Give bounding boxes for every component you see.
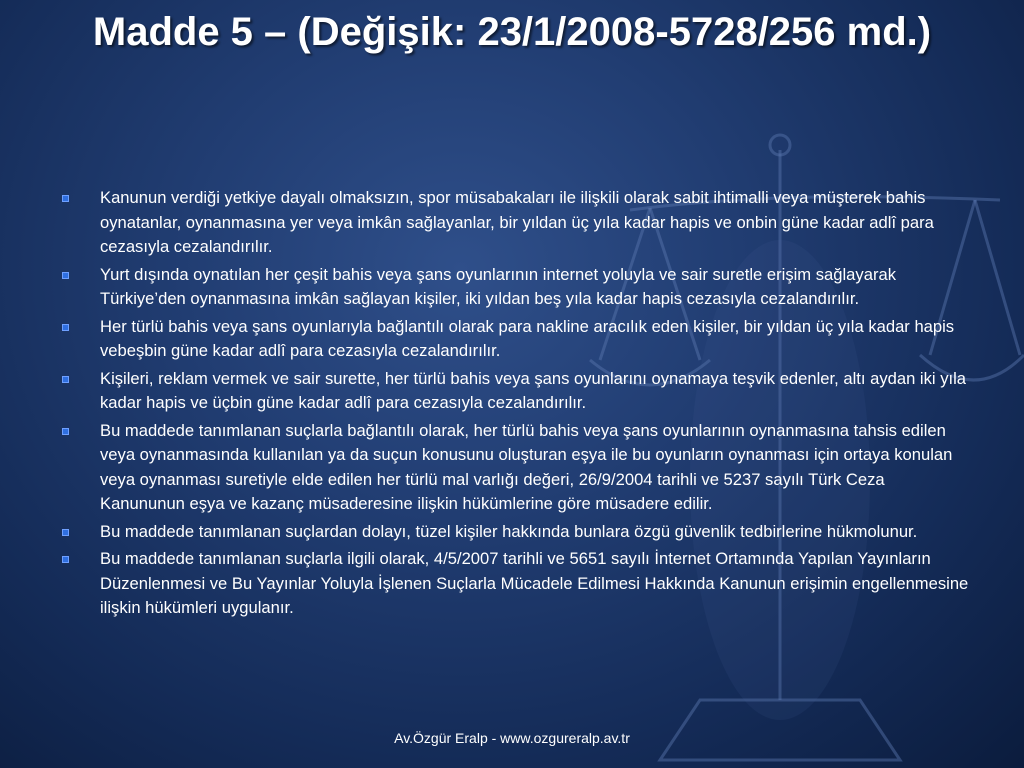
bullet-list (60, 186, 972, 624)
bullet-text: Bu maddede tanımlanan suçlarla bağlantılı olarak, her türlü bahis veya şans oyunlarının oynanmasına tahsis edilen veya oynanmasında kullanılan ya da suçun konusunu oluşturan eşya ile bu oyunların oynanması için ortaya konulan veya oynanması suretiyle elde edilen her türlü mal varlığı değeri, 26/9/2004 tarihli ve 5237 sayılı Türk Ceza Kanununun eşya ve kazanç müsaderesine ilişkin hükümlerine göre müsadere edilir. (100, 420, 953, 513)
bullet-item (60, 547, 972, 621)
bullet-item (60, 520, 972, 545)
bullet-text: Her türlü bahis veya şans oyunlarıyla bağlantılı olarak para nakline aracılık eden kişiler, bir yıldan üç yıla kadar hapis vebeşbin güne kadar adlî para cezasıyla cezalandırılır. (100, 316, 955, 360)
square-bullet-icon (62, 376, 69, 383)
bullet-item (60, 186, 972, 260)
bullet-item (60, 419, 972, 517)
slide-title: Madde 5 – (Değişik: 23/1/2008-5728/256 md.) (92, 10, 932, 54)
square-bullet-icon (62, 556, 69, 563)
bullet-text: Bu maddede tanımlanan suçlarla ilgili olarak, 4/5/2007 tarihli ve 5651 sayılı İnternet Ortamında Yapılan Yayınların Düzenlenmesi ve Bu Yayınlar Yoluyla İşlenen Suçlarla Mücadele Edilmesi Hakkında Kanunun erişimin engellenmesine ilişkin hükümleri uygulanır. (100, 549, 969, 617)
square-bullet-icon (62, 272, 69, 279)
bullet-item (60, 315, 972, 364)
square-bullet-icon (62, 324, 69, 331)
bullet-text: Yurt dışında oynatılan her çeşit bahis veya şans oyunlarının internet yoluyla ve sair suretle erişim sağlayarak Türkiye’den oynanmasına imkân sağlayan kişiler, iki yıldan beş yıla kadar hapis cezasıyla cezalandırılır. (100, 264, 896, 308)
bullet-item (60, 263, 972, 312)
bullet-text: Kanunun verdiği yetkiye dayalı olmaksızın, spor müsabakaları ile ilişkili olarak sabit ihtimalli veya müşterek bahis oynatanlar, oynanmasına yer veya imkân sağlayanlar, bir yıldan üç yıla kadar hapis ve onbin güne kadar adlî para cezasıyla cezalandırılır. (100, 188, 934, 256)
bullet-text: Kişileri, reklam vermek ve sair surette, her türlü bahis veya şans oyunlarını oynamaya teşvik edenler, altı aydan iki yıla kadar hapis ve üçbin güne kadar adlî para cezasıyla cezalandırılır. (100, 368, 967, 412)
bullet-item (60, 367, 972, 416)
square-bullet-icon (62, 428, 69, 435)
footer-credit: Av.Özgür Eralp - www.ozgureralp.av.tr (394, 730, 630, 746)
square-bullet-icon (62, 195, 69, 202)
bullet-text: Bu maddede tanımlanan suçlardan dolayı, tüzel kişiler hakkında bunlara özgü güvenlik tedbirlerine hükmolunur. (100, 521, 918, 541)
square-bullet-icon (62, 529, 69, 536)
